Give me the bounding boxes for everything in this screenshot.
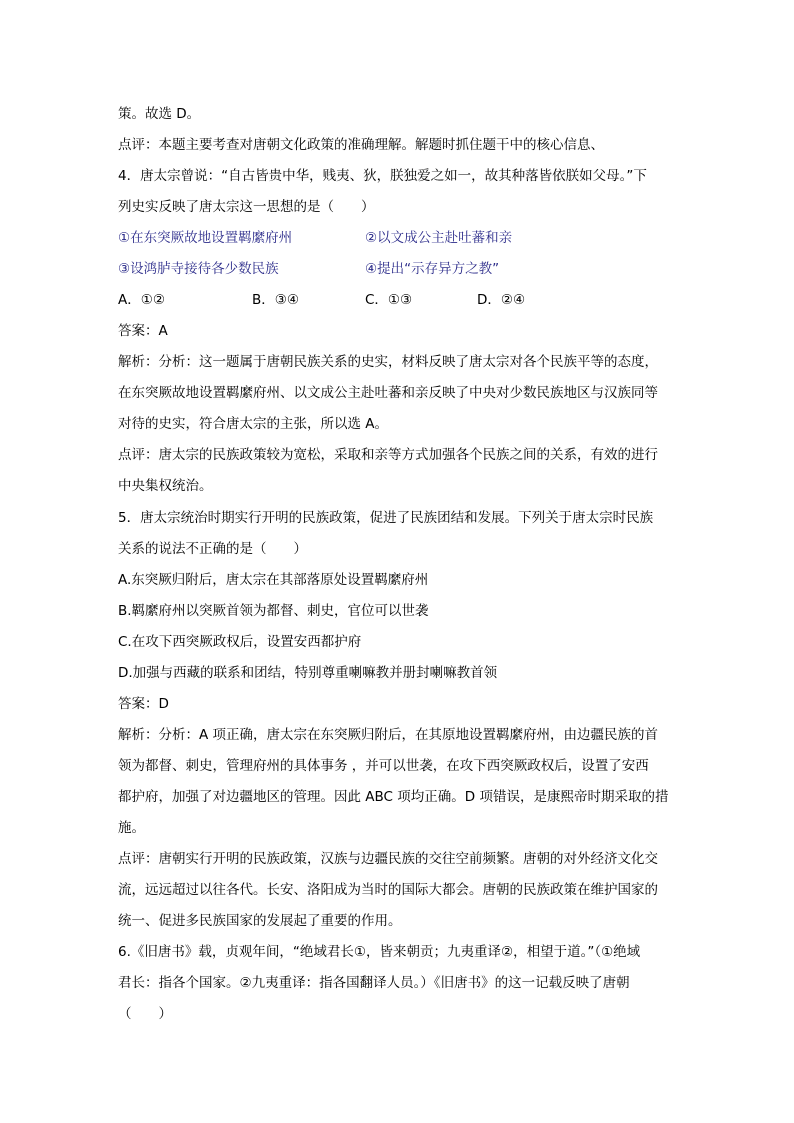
q4-analysis-line-2: 在东突厥故地设置羁縻府州、以文成公主赴吐蕃和亲反映了中央对少数民族地区与汉族同等 bbox=[118, 385, 658, 401]
prev-answer-tail: 策。故选 D。 bbox=[118, 106, 201, 122]
q5-analysis-line-4: 施。 bbox=[118, 820, 145, 836]
q5-answer: 答案：D bbox=[118, 696, 169, 712]
q4-option-b: B．③④ bbox=[252, 292, 299, 308]
q4-stem-line-2: 列史实反映了唐太宗这一思想的是（ ） bbox=[118, 199, 375, 215]
q4-stem-line-1: 4．唐太宗曾说：“自古皆贵中华，贱夷、狄，朕独爱之如一，故其种落皆依朕如父母。”下 bbox=[118, 168, 647, 184]
q6-stem-line-1: 6.《旧唐书》载，贞观年间，“绝域君长①，皆来朝贡；九夷重译②，相望于道。”（①绝域 bbox=[118, 944, 641, 960]
q5-comment-line-1: 点评：唐朝实行开明的民族政策，汉族与边疆民族的交往空前频繁。唐朝的对外经济文化交 bbox=[118, 851, 658, 867]
q5-analysis-line-2: 领为都督、刺史，管理府州的具体事务 ，并可以世袭，在攻下西突厥政权后，设置了安西 bbox=[118, 758, 649, 774]
q6-stem-line-2: 君长：指各个国家。②九夷重译：指各国翻译人员。）《旧唐书》的这一记载反映了唐朝 bbox=[118, 975, 630, 991]
q5-analysis-line-1: 解析：分析：A 项正确，唐太宗在东突厥归附后，在其原地设置羁縻府州，由边疆民族的首 bbox=[118, 727, 659, 743]
q5-comment-line-3: 统一、促进多民族国家的发展起了重要的作用。 bbox=[118, 913, 402, 929]
q5-option-c: C.在攻下西突厥政权后，设置安西都护府 bbox=[118, 634, 362, 650]
q4-option-a: A．①② bbox=[118, 292, 165, 308]
q5-analysis-line-3: 都护府，加强了对边疆地区的管理。因此 ABC 项均正确。D 项错误，是康熙帝时期采取的措 bbox=[118, 789, 669, 805]
q4-comment-line-1: 点评：唐太宗的民族政策较为宽松，采取和亲等方式加强各个民族之间的关系，有效的进行 bbox=[118, 447, 658, 463]
q4-item-4: ④提出“示存异方之教” bbox=[365, 261, 500, 277]
q5-option-a: A.东突厥归附后，唐太宗在其部落原处设置羁縻府州 bbox=[118, 572, 429, 588]
q5-comment-line-2: 流，远远超过以往各代。长安、洛阳成为当时的国际大都会。唐朝的民族政策在维护国家的 bbox=[118, 882, 658, 898]
q4-option-c: C．①③ bbox=[365, 292, 413, 308]
q5-stem-line-1: 5．唐太宗统治时期实行开明的民族政策，促进了民族团结和发展。下列关于唐太宗时民族 bbox=[118, 510, 654, 526]
q4-comment-line-2: 中央集权统治。 bbox=[118, 478, 213, 494]
q6-stem-line-3: （ ） bbox=[118, 1006, 172, 1022]
q5-option-d: D.加强与西藏的联系和团结，特别尊重喇嘛教并册封喇嘛教首领 bbox=[118, 665, 498, 681]
q4-answer: 答案：A bbox=[118, 323, 168, 339]
q4-analysis-line-1: 解析：分析：这一题属于唐朝民族关系的史实，材料反映了唐太宗对各个民族平等的态度， bbox=[118, 354, 658, 370]
q4-item-2: ②以文成公主赴吐蕃和亲 bbox=[365, 230, 513, 246]
q4-item-1: ①在东突厥故地设置羁縻府州 bbox=[118, 230, 293, 246]
q4-analysis-line-3: 对待的史实，符合唐太宗的主张，所以选 A。 bbox=[118, 416, 389, 432]
q5-option-b: B.羁縻府州以突厥首领为都督、刺史，官位可以世袭 bbox=[118, 603, 429, 619]
q5-stem-line-2: 关系的说法不正确的是（ ） bbox=[118, 541, 307, 557]
prev-comment: 点评：本题主要考查对唐朝文化政策的准确理解。解题时抓住题干中的核心信息、 bbox=[118, 137, 604, 153]
q4-option-d: D．②④ bbox=[477, 292, 526, 308]
q4-item-3: ③设鸿胪寺接待各少数民族 bbox=[118, 261, 279, 277]
q4-items-row-1 bbox=[118, 228, 678, 248]
q4-items-row-2 bbox=[118, 259, 678, 279]
